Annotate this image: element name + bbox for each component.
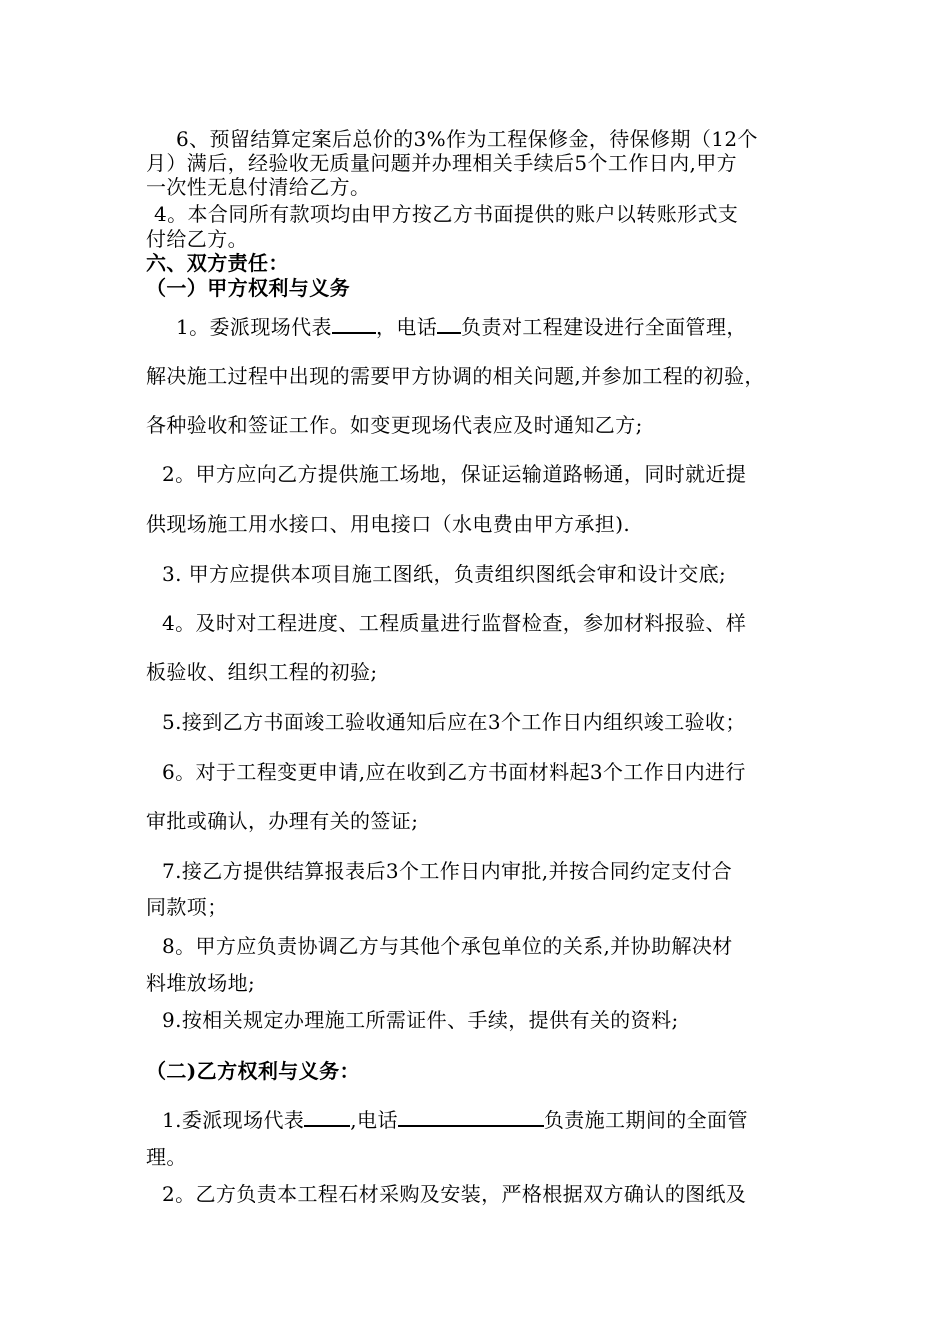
party-a-item-2-line-1: 2。甲方应向乙方提供施工场地，保证运输道路畅通，同时就近提	[162, 462, 747, 486]
payment-clause-4-line-2: 付给乙方。	[146, 227, 248, 251]
party-b-item-1-line-1	[162, 1107, 748, 1133]
payment-clause-6-line-1: 6、预留结算定案后总价的3%作为工程保修金，待保修期（12个	[176, 127, 758, 151]
payment-clause-6-line-3: 一次性无息付清给乙方。	[146, 175, 371, 199]
party-a-item-7-line-1: 7.接乙方提供结算报表后3个工作日内审批,并按合同约定支付合	[162, 859, 733, 883]
payment-clause-4-line-1: 4。本合同所有款项均由甲方按乙方书面提供的账户以转账形式支	[154, 202, 739, 226]
party-a-heading: （一）甲方权利与义务	[146, 276, 350, 300]
representative-blank	[332, 314, 376, 334]
party-a-item-8-line-1: 8。甲方应负责协调乙方与其他个承包单位的关系,并协助解决材	[162, 934, 733, 958]
phone-blank	[398, 1107, 544, 1127]
party-a-item-6-line-1: 6。对于工程变更申请,应在收到乙方书面材料起3个工作日内进行	[162, 760, 746, 784]
party-a-item-4-line-1: 4。及时对工程进度、工程质量进行监督检查，参加材料报验、样	[162, 611, 747, 635]
party-b-item-1-text-c: 负责施工期间的全面管	[543, 1108, 748, 1132]
party-b-item-1-line-2: 理。	[146, 1145, 187, 1169]
party-a-item-1-text-a: 1。委派现场代表	[176, 315, 332, 339]
phone-blank	[437, 314, 461, 334]
party-a-item-1-text-c: 负责对工程建设进行全面管理，	[461, 315, 747, 339]
party-a-item-1-line-2: 解决施工过程中出现的需要甲方协调的相关问题,并参加工程的初验，	[146, 364, 765, 388]
party-a-item-6-line-2: 审批或确认，办理有关的签证;	[146, 809, 419, 833]
party-a-item-4-line-2: 板验收、组织工程的初验;	[146, 660, 378, 684]
party-a-item-1-text-b: ，电话	[375, 315, 438, 339]
party-b-item-1-text-a: 1.委派现场代表	[162, 1108, 305, 1132]
party-a-item-5: 5.接到乙方书面竣工验收通知后应在3个工作日内组织竣工验收；	[162, 710, 746, 734]
party-a-item-7-line-2: 同款项；	[146, 895, 228, 919]
party-a-item-2-line-2: 供现场施工用水接口、用电接口（水电费由甲方承担).	[146, 512, 631, 536]
party-b-heading: （二)乙方权利与义务：	[146, 1059, 360, 1083]
party-b-item-1-text-b: ,电话	[350, 1108, 398, 1132]
party-b-item-2-line-1: 2。乙方负责本工程石材采购及安装，严格根据双方确认的图纸及	[162, 1182, 747, 1206]
representative-blank	[304, 1107, 350, 1127]
payment-clause-6-line-2: 月）满后，经验收无质量问题并办理相关手续后5个工作日内,甲方	[146, 151, 738, 175]
party-a-item-1-line-3: 各种验收和签证工作。如变更现场代表应及时通知乙方;	[146, 413, 643, 437]
section-six-heading: 六、双方责任：	[146, 251, 289, 275]
party-a-item-1-line-1	[176, 314, 747, 340]
party-a-item-8-line-2: 料堆放场地;	[146, 971, 256, 995]
party-a-item-3: 3. 甲方应提供本项目施工图纸，负责组织图纸会审和设计交底;	[162, 562, 727, 586]
party-a-item-9: 9.按相关规定办理施工所需证件、手续，提供有关的资料;	[162, 1008, 679, 1032]
